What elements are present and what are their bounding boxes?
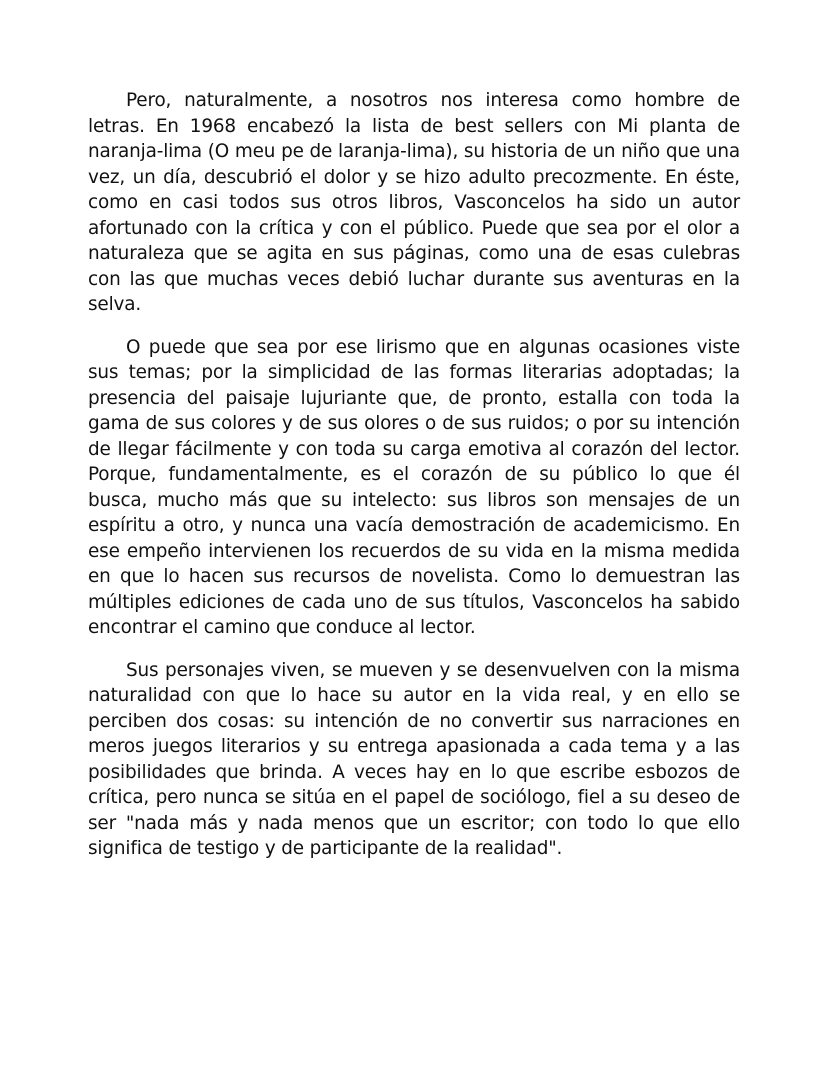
paragraph-3: Sus personajes viven, se mueven y se desenvuelven con la misma naturalidad con que lo hace su autor en la vida real, y en ello se perciben dos cosas: su intención de no convertir sus narraciones en meros juegos literarios y su entrega apasionada a cada tema y a las posibilidades que brinda. A veces hay en lo que escribe esbozos de crítica, pero nunca se sitúa en el papel de sociólogo, fiel a su deseo de ser "nada más y nada menos que un escritor; con todo lo que ello significa de testigo y de participante de la realidad".	[88, 659, 740, 859]
paragraph-2: O puede que sea por ese lirismo que en algunas ocasiones viste sus temas; por la simplicidad de las formas literarias adoptadas; la presencia del paisaje lujuriante que, de pronto, estalla con toda la gama de sus colores y de sus olores o de sus ruidos; o por su intención de llegar fácilmente y con toda su carga emotiva al corazón del lector. Porque, fundamentalmente, es el corazón de su público lo que él busca, mucho más que su intelecto: sus libros son mensajes de un espíritu a otro, y nunca una vacía demostración de academicismo. En ese empeño intervienen los recuerdos de su vida en la misma medida en que lo hacen sus recursos de novelista. Como lo demuestran las múltiples ediciones de cada uno de sus títulos, Vasconcelos ha sabido encontrar el camino que conduce al lector.	[88, 336, 740, 638]
document-page	[88, 88, 740, 862]
paragraph-1: Pero, naturalmente, a nosotros nos interesa como hombre de letras. En 1968 encabezó la lista de best sellers con Mi planta de naranja-lima (O meu pe de laranja-lima), su historia de un niño que una vez, un día, descubrió el dolor y se hizo adulto precozmente. En éste, como en casi todos sus otros libros, Vasconcelos ha sido un autor afortunado con la crítica y con el público. Puede que sea por el olor a naturaleza que se agita en sus páginas, como una de esas culebras con las que muchas veces debió luchar durante sus aventuras en la selva.	[88, 90, 740, 315]
